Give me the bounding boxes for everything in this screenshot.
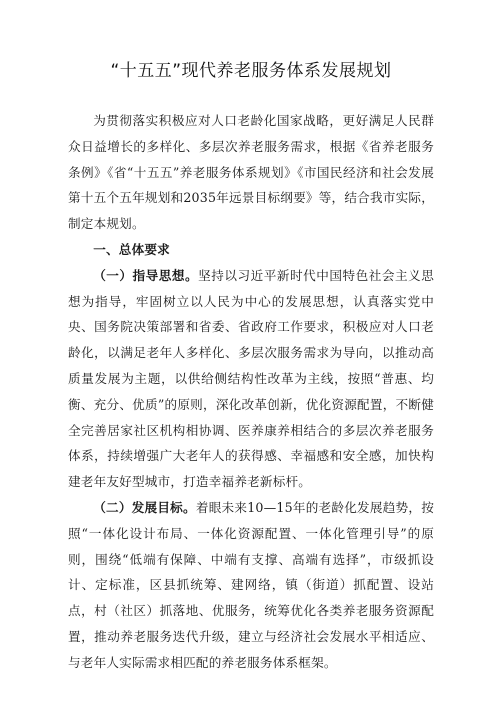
body-development-goals: 着眼未来10—15年的老龄化发展趋势，按照“一体化设计布局、一体化资源配置、一体化管理引导”的原则，围绕“低端有保障、中端有支撑、高端有选择”，市级抓设计、定标准，区县抓统筹、建网络，镇（街道）抓配置、设站点，村（社区）抓落地、优服务，统筹优化各类养老服务资源配置，推动养老服务迭代升级，建立与经济社会发展水平相适应、与老年人实际需求相匹配的养老服务体系框架。 <box>68 499 434 670</box>
section-heading-general-requirements: 一、总体要求 <box>93 241 170 257</box>
document-title: “十五五”现代养老服务体系发展规划 <box>110 61 392 81</box>
intro-paragraph: 为贯彻落实积极应对人口老龄化国家战略，更好满足人民群众日益增长的多样化、多层次养老服务需求，根据《省养老服务条例》《省“十五五”养老服务体系规划》《市国民经济和社会发展第十五个五年规划和2035年远景目标纲要》等，结合我市实际，制定本规划。 <box>68 113 434 232</box>
body-guiding-ideology: 坚持以习近平新时代中国特色社会主义思想为指导，牢固树立以人民为中心的发展思想，认真落实党中央、国务院决策部署和省委、省政府工作要求，积极应对人口老龄化，以满足老年人多样化、多层次服务需求为导向，以推动高质量发展为主题，以供给侧结构性改革为主线，按照“普惠、均衡、充分、优质”的原则，深化改革创新，优化资源配置，不断健全完善居家社区机构相协调、医养康养相结合的多层次养老服务体系，持续增强广大老年人的获得感、幸福感和安全感，加快构建老年友好型城市，打造幸福养老新标杆。 <box>68 267 434 490</box>
lead-development-goals: （二）发展目标。 <box>93 499 196 515</box>
lead-guiding-ideology: （一）指导思想。 <box>93 267 199 283</box>
paragraph-development-goals <box>68 495 434 676</box>
paragraph-guiding-ideology <box>68 263 434 495</box>
